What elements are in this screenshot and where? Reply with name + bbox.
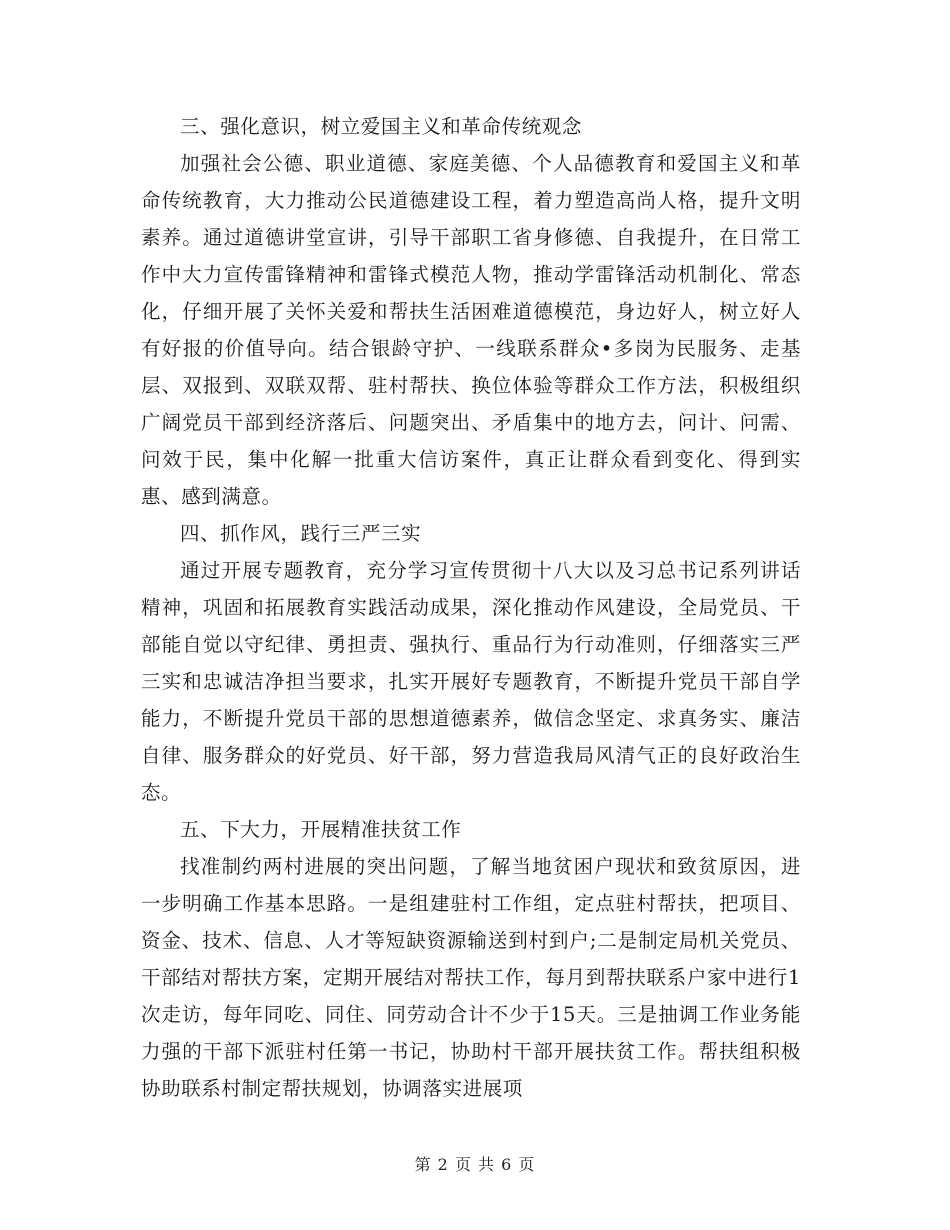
- section-heading-5: 五、下大力，开展精准扶贫工作: [180, 818, 462, 841]
- section-paragraph-3: 加强社会公德、职业道德、家庭美德、个人品德教育和爱国主义和革命传统教育，大力推动公民道德建设工程，着力塑造高尚人格，提升文明素养。通过道德讲堂宣讲，引导干部职工省身修德、自我提升，在日常工作中大力宣传雷锋精神和雷锋式模范人物，推动学雷锋活动机制化、常态化，仔细开展了关怀关爱和帮扶生活困难道德模范，身边好人，树立好人有好报的价值导向。结合银龄守护、一线联系群众•多岗为民服务、走基层、双报到、双联双帮、驻村帮扶、换位体验等群众工作方法，积极组织广阔党员干部到经济落后、问题突出、矛盾集中的地方去，问计、问需、问效于民，集中化解一批重大信访案件，真正让群众看到变化、得到实惠、感到满意。: [141, 152, 801, 508]
- section-paragraph-5: 找准制约两村进展的突出问题，了解当地贫困户现状和致贫原因，进一步明确工作基本思路。一是组建驻村工作组，定点驻村帮扶，把项目、资金、技术、信息、人才等短缺资源输送到村到户;二是制定局机关党员、干部结对帮扶方案，定期开展结对帮扶工作，每月到帮扶联系户家中进行1次走访，每年同吃、同住、同劳动合计不少于15天。三是抽调工作业务能力强的干部下派驻村任第一书记，协助村干部开展扶贫工作。帮扶组积极协助联系村制定帮扶规划，协调落实进展项: [141, 855, 801, 1100]
- section-heading-3: 三、强化意识，树立爱国主义和革命传统观念: [180, 115, 583, 138]
- document-body: [141, 108, 801, 1107]
- section-paragraph-4: 通过开展专题教育，充分学习宣传贯彻十八大以及习总书记系列讲话精神，巩固和拓展教育实践活动成果，深化推动作风建设，全局党员、干部能自觉以守纪律、勇担责、强执行、重品行为行动准则，仔细落实三严三实和忠诚洁净担当要求，扎实开展好专题教育，不断提升党员干部自学能力，不断提升党员干部的思想道德素养，做信念坚定、求真务实、廉洁自律、服务群众的好党员、好干部，努力营造我局风清气正的良好政治生态。: [141, 559, 801, 804]
- section-heading-4: 四、抓作风，践行三严三实: [180, 522, 422, 545]
- page-number-footer: 第 2 页 共 6 页: [414, 1155, 536, 1174]
